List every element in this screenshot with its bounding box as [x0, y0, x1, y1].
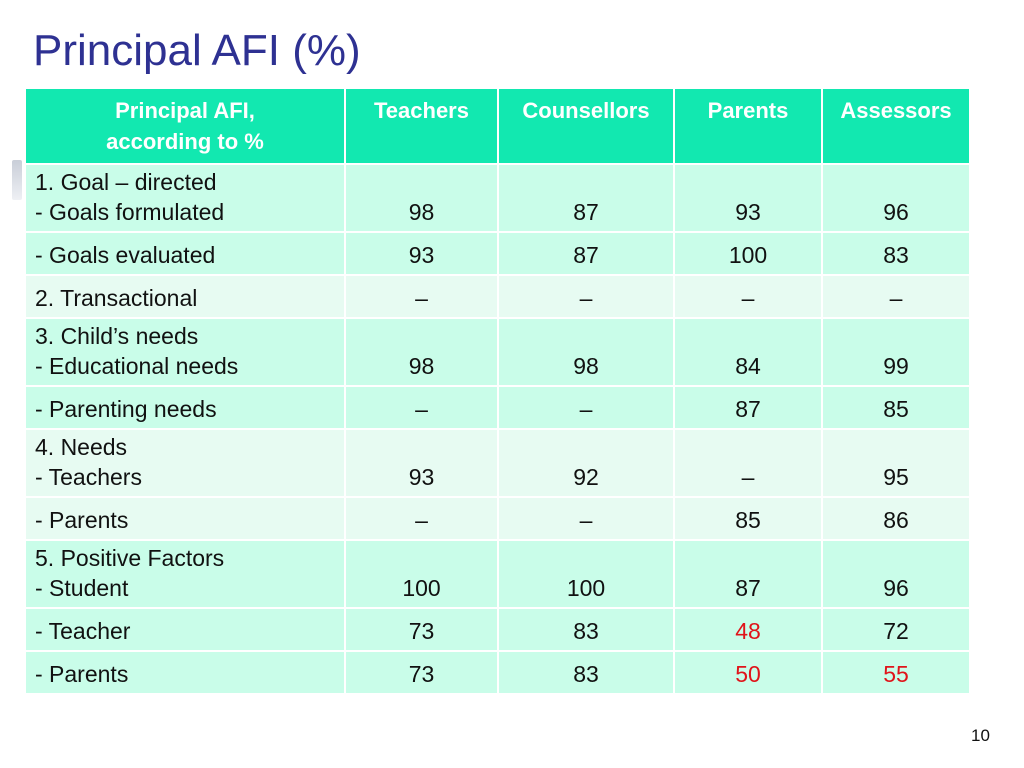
- column-header-afi-line1: Principal AFI,: [115, 98, 255, 123]
- cell-assessors: 72: [822, 608, 970, 651]
- row-label-item: - Teachers: [35, 464, 142, 490]
- column-header-counsellors: Counsellors: [498, 88, 674, 164]
- cell-teachers: –: [345, 275, 498, 318]
- cell-parents-highlighted: 50: [674, 651, 822, 694]
- cell-counsellors: 92: [498, 429, 674, 497]
- table-row-goals-evaluated: [25, 232, 970, 275]
- cell-parents: 100: [674, 232, 822, 275]
- cell-assessors: 86: [822, 497, 970, 540]
- row-label-item: - Educational needs: [35, 353, 239, 379]
- cell-assessors-highlighted: 55: [822, 651, 970, 694]
- cell-teachers: 73: [345, 608, 498, 651]
- cell-parents: 85: [674, 497, 822, 540]
- cell-counsellors: 83: [498, 651, 674, 694]
- cell-counsellors: 100: [498, 540, 674, 608]
- cell-parents: –: [674, 429, 822, 497]
- row-label: - Parents: [25, 651, 345, 694]
- row-label-item: - Goals formulated: [35, 199, 225, 225]
- cell-teachers: 93: [345, 429, 498, 497]
- cell-counsellors: –: [498, 386, 674, 429]
- row-label: [25, 540, 345, 608]
- table-header-row: [25, 88, 970, 164]
- cell-teachers: 73: [345, 651, 498, 694]
- column-header-assessors: Assessors: [822, 88, 970, 164]
- row-label-category: 5. Positive Factors: [35, 545, 225, 571]
- cell-counsellors: 98: [498, 318, 674, 386]
- cell-parents: 93: [674, 164, 822, 232]
- table-row-parenting-needs: [25, 386, 970, 429]
- cell-teachers: –: [345, 497, 498, 540]
- cell-assessors: 95: [822, 429, 970, 497]
- cell-teachers: 93: [345, 232, 498, 275]
- decorative-side-mark: [12, 160, 22, 200]
- row-label: - Parents: [25, 497, 345, 540]
- row-label-category: 4. Needs: [35, 434, 128, 460]
- table-row-needs-parents: [25, 497, 970, 540]
- cell-parents: –: [674, 275, 822, 318]
- cell-assessors: 83: [822, 232, 970, 275]
- cell-counsellors: 83: [498, 608, 674, 651]
- column-header-teachers: Teachers: [345, 88, 498, 164]
- row-label-item: - Student: [35, 575, 129, 601]
- table-row-goals-formulated: [25, 164, 970, 232]
- cell-counsellors: 87: [498, 232, 674, 275]
- principal-afi-table: [24, 87, 971, 695]
- row-label-category: 3. Child’s needs: [35, 323, 199, 349]
- column-header-parents: Parents: [674, 88, 822, 164]
- row-label: 2. Transactional: [25, 275, 345, 318]
- cell-teachers: –: [345, 386, 498, 429]
- row-label: - Goals evaluated: [25, 232, 345, 275]
- cell-counsellors: –: [498, 275, 674, 318]
- table-row-positive-student: [25, 540, 970, 608]
- cell-assessors: 96: [822, 164, 970, 232]
- page-number: 10: [971, 726, 990, 745]
- row-label: - Parenting needs: [25, 386, 345, 429]
- column-header-afi-line2: according to %: [106, 129, 264, 154]
- table-row-positive-parents: [25, 651, 970, 694]
- row-label: [25, 429, 345, 497]
- table-row-educational-needs: [25, 318, 970, 386]
- cell-assessors: 85: [822, 386, 970, 429]
- table-row-transactional: [25, 275, 970, 318]
- cell-teachers: 100: [345, 540, 498, 608]
- column-header-afi: [25, 88, 345, 164]
- row-label-category: 1. Goal – directed: [35, 169, 217, 195]
- cell-counsellors: –: [498, 497, 674, 540]
- cell-parents: 87: [674, 540, 822, 608]
- slide-title: Principal AFI (%): [33, 26, 361, 75]
- table-row-positive-teacher: [25, 608, 970, 651]
- cell-teachers: 98: [345, 318, 498, 386]
- row-label: [25, 318, 345, 386]
- cell-parents: 84: [674, 318, 822, 386]
- table-row-needs-teachers: [25, 429, 970, 497]
- cell-parents-highlighted: 48: [674, 608, 822, 651]
- row-label: - Teacher: [25, 608, 345, 651]
- cell-teachers: 98: [345, 164, 498, 232]
- cell-assessors: 99: [822, 318, 970, 386]
- cell-parents: 87: [674, 386, 822, 429]
- row-label: [25, 164, 345, 232]
- cell-assessors: 96: [822, 540, 970, 608]
- cell-counsellors: 87: [498, 164, 674, 232]
- cell-assessors: –: [822, 275, 970, 318]
